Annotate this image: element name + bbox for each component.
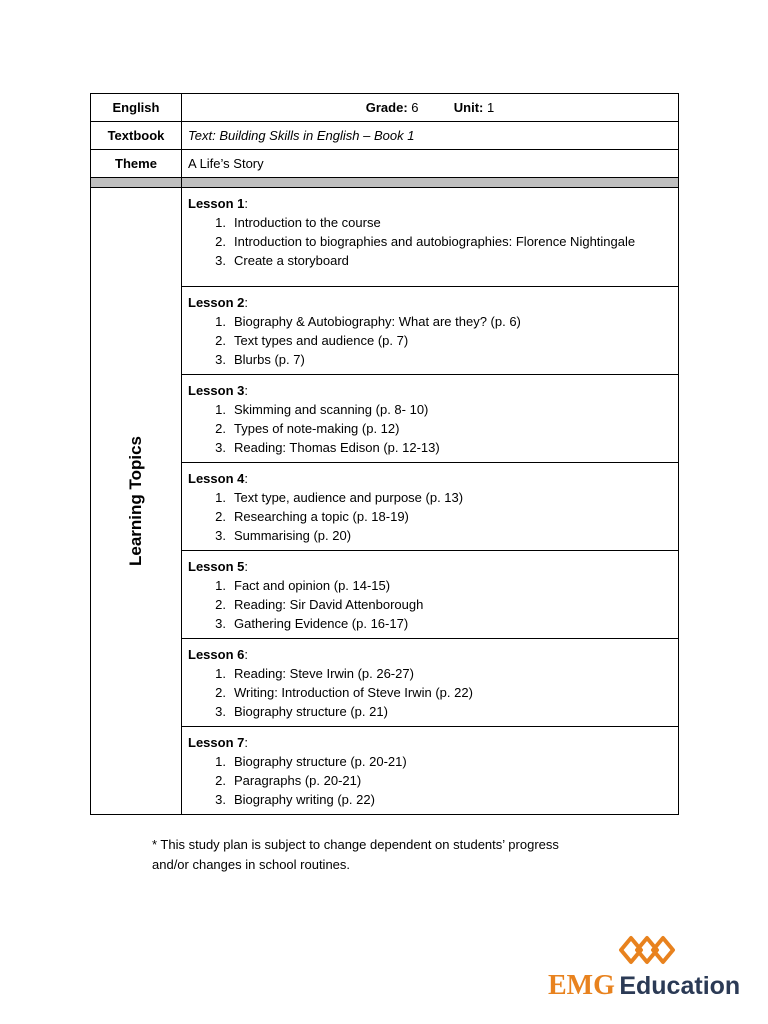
list-item: 1. Reading: Steve Irwin (p. 26-27) <box>215 666 414 681</box>
list-item: 1. Biography & Autobiography: What are they? (p. 6) <box>215 314 521 329</box>
subject-label: English <box>91 94 182 122</box>
note-line: and/or changes in school routines. <box>152 857 351 872</box>
lesson-4: Lesson 4: 1. Text type, audience and purpose (p. 13) 2. Researching a topic (p. 18-19) 3. Summarising (p. 20) <box>182 463 679 551</box>
emg-education-logo <box>548 930 748 1002</box>
unit-label: Unit: <box>453 100 484 115</box>
list-item: 2. Writing: Introduction of Steve Irwin (p. 22) <box>215 685 473 700</box>
list-item: 2. Reading: Sir David Attenborough <box>215 597 424 612</box>
logo-brand: EMG <box>548 970 615 1001</box>
lesson-title: Lesson 5 <box>188 559 245 574</box>
lesson-6: Lesson 6: 1. Reading: Steve Irwin (p. 26-27) 2. Writing: Introduction of Steve Irwin (p. 22) 3. Biography structure (p. 21) <box>182 639 679 727</box>
list-item: 1. Introduction to the course <box>215 215 381 230</box>
study-plan-table <box>90 93 679 815</box>
theme-label: Theme <box>91 150 182 178</box>
lesson-1: Lesson 1: 1. Introduction to the course 2. Introduction to biographies and autobiographies: Florence Nightingale 3. Create a storyboard <box>182 188 679 287</box>
lesson-5: Lesson 5: 1. Fact and opinion (p. 14-15) 2. Reading: Sir David Attenborough 3. Gathering Evidence (p. 16-17) <box>182 551 679 639</box>
list-item: 3. Biography writing (p. 22) <box>215 792 375 807</box>
lesson-title: Lesson 4 <box>188 471 245 486</box>
learning-topics-label: Learning Topics <box>126 435 145 567</box>
disclaimer-note <box>152 835 622 875</box>
lesson-2: Lesson 2: 1. Biography & Autobiography: What are they? (p. 6) 2. Text types and audience (p. 7) 3. Blurbs (p. 7) <box>182 287 679 375</box>
grade-value: 6 <box>411 100 419 115</box>
unit-value: 1 <box>487 100 495 115</box>
lesson-row <box>91 188 679 287</box>
textbook-value: Text: Building Skills in English – Book 1 <box>182 122 679 150</box>
list-item: 3. Summarising (p. 20) <box>215 528 352 543</box>
lesson-title: Lesson 7 <box>188 735 245 750</box>
list-item: 1. Biography structure (p. 20-21) <box>215 754 407 769</box>
lesson-7: Lesson 7: 1. Biography structure (p. 20-21) 2. Paragraphs (p. 20-21) 3. Biography writing (p. 22) <box>182 727 679 815</box>
list-item: 2. Text types and audience (p. 7) <box>215 333 409 348</box>
list-item: 1. Skimming and scanning (p. 8- 10) <box>215 402 429 417</box>
logo-word: Education <box>619 972 741 1000</box>
separator-cell <box>182 178 679 188</box>
list-item: 2. Introduction to biographies and autobiographies: Florence Nightingale <box>215 234 636 249</box>
separator-cell <box>91 178 182 188</box>
list-item: 3. Biography structure (p. 21) <box>215 704 388 719</box>
lesson-title: Lesson 2 <box>188 295 245 310</box>
list-item: 3. Create a storyboard <box>215 253 349 268</box>
grade-label: Grade: <box>365 100 408 115</box>
separator-row <box>91 178 679 188</box>
chain-links-icon <box>613 930 681 970</box>
theme-value: A Life’s Story <box>182 150 679 178</box>
lesson-3: Lesson 3: 1. Skimming and scanning (p. 8- 10) 2. Types of note-making (p. 12) 3. Reading: Thomas Edison (p. 12-13) <box>182 375 679 463</box>
textbook-row <box>91 122 679 150</box>
grade-unit-cell <box>182 94 679 122</box>
list-item: 2. Researching a topic (p. 18-19) <box>215 509 409 524</box>
list-item: 2. Paragraphs (p. 20-21) <box>215 773 362 788</box>
lesson-title: Lesson 3 <box>188 383 245 398</box>
subject-row <box>91 94 679 122</box>
list-item: 2. Types of note-making (p. 12) <box>215 421 400 436</box>
list-item: 1. Text type, audience and purpose (p. 13) <box>215 490 464 505</box>
list-item: 3. Gathering Evidence (p. 16-17) <box>215 616 409 631</box>
list-item: 3. Blurbs (p. 7) <box>215 352 305 367</box>
theme-row <box>91 150 679 178</box>
lesson-title: Lesson 1 <box>188 196 245 211</box>
learning-topics-cell <box>91 188 182 815</box>
note-line: * This study plan is subject to change dependent on students’ progress <box>152 837 559 852</box>
lesson-title: Lesson 6 <box>188 647 245 662</box>
list-item: 3. Reading: Thomas Edison (p. 12-13) <box>215 440 440 455</box>
textbook-label: Textbook <box>91 122 182 150</box>
list-item: 1. Fact and opinion (p. 14-15) <box>215 578 391 593</box>
